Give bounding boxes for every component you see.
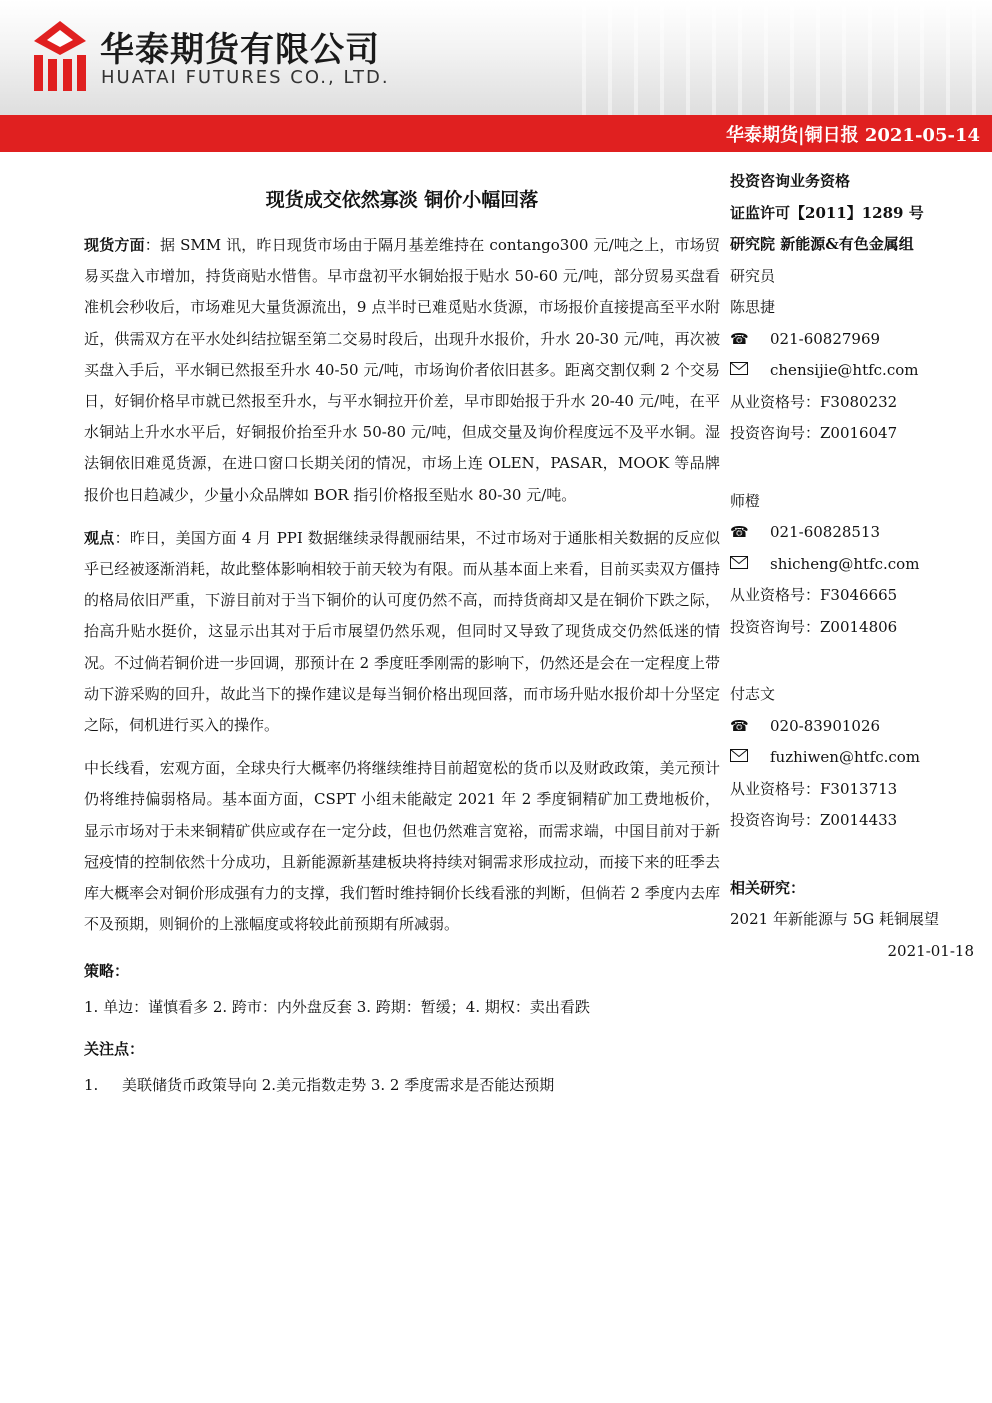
analyst-consult-no: 投资咨询号：Z0014433 xyxy=(730,811,898,829)
spot-text: ：据 SMM 讯，昨日现货市场由于隔月基差维持在 contango300 元/吨之上，市场贸易买盘入市增加，持货商贴水惜售。早市盘初平水铜始报于贴水 50-60 元/吨，部分贸易买盘看准机会秒收后，市场难见大量货源流出，9 点半时已难觅贴水货源，市场报价直接提高至平水附近，供需双方在平水处纠结拉锯至第二交易时段后，出现升水报价，升水 20-30 元/吨，再次被买盘入手后，平水铜已然报至升水 40-50 元/吨，市场询价者依旧甚多。距离交割仅剩 2 个交易日，好铜价格早市就已然报至升水，与平水铜拉开价差，早市即始报于升水 20-40 元/吨，在平水铜站上升水水平后，好铜报价抬至升水 50-80 元/吨，但成交量及询价程度远不及平水铜。湿法铜依旧难觅货源，在进口窗口长期关闭的情况，市场上连 OLEN，PASAR，MOOK 等品牌报价也日趋减少，少量小众品牌如 BOR 指引价格报至贴水 80-30 元/吨。 xyxy=(84,236,720,504)
spacer xyxy=(730,841,980,877)
report-tag: 华泰期货|铜日报 2021-05-14 xyxy=(726,125,980,146)
longterm-text: 中长线看，宏观方面，全球央行大概率仍将继续维持目前超宽松的货币以及财政政策，美元预计仍将维持偏弱格局。基本面方面，CSPT 小组未能敲定 2021 年 2 季度铜精矿加工费地板价，显示市场对于未来铜精矿供应或存在一定分歧，但也仍然难言宽裕，而需求端，中国目前对于新冠疫情的控制依然十分成功，且新能源新基建板块将持续对铜需求形成拉动，而接下来的旺季去库大概率会对铜价形成强有力的支撑，我们暂时维持铜价长线看涨的判断，但倘若 2 季度内去库不及预期，则铜价的上涨幅度或将较此前预期有所减弱。 xyxy=(84,759,720,934)
analyst-email xyxy=(730,553,980,585)
analyst-name: 陈思捷 xyxy=(730,298,776,316)
report-body xyxy=(84,185,720,1096)
company-name-cn: 华泰期货有限公司 xyxy=(100,30,380,70)
analyst-phone: ☎ 020-83901026 xyxy=(730,716,881,735)
watch-number: 1. xyxy=(84,1076,99,1095)
analyst-email-link[interactable]: fuzhiwen@htfc.com xyxy=(770,748,921,766)
strategy-text: 1. 单边：谨慎看多 2. 跨市：内外盘反套 3. 跨期：暂缓；4. 期权：卖出看跌 xyxy=(84,998,590,1017)
spacer xyxy=(730,454,980,490)
analyst-name: 师橙 xyxy=(730,491,761,510)
analyst-consult-no: 投资咨询号：Z0014806 xyxy=(730,617,898,636)
role-label: 研究员 xyxy=(730,266,776,285)
analyst-phone: ☎ 021-60828513 xyxy=(730,523,881,541)
company-name-en: HUATAI FUTURES CO., LTD. xyxy=(101,67,390,88)
license-line: 证监许可【2011】1289 号 xyxy=(730,203,924,222)
related-title: 2021 年新能源与 5G 耗铜展望 xyxy=(730,910,940,928)
institute-line: 研究院 新能源&有色金属组 xyxy=(730,235,914,253)
analyst-email-link[interactable]: chensijie@htfc.com xyxy=(770,361,919,379)
strategy-heading: 策略： xyxy=(84,962,130,981)
view-lead: 观点 xyxy=(84,528,115,547)
related-heading: 相关研究： xyxy=(730,878,806,897)
page-title: 现货成交依然寡淡 铜价小幅回落 xyxy=(265,189,539,211)
sidebar xyxy=(730,170,980,971)
envelope-icon xyxy=(730,359,770,381)
company-logo-icon xyxy=(34,21,86,91)
letterhead xyxy=(0,0,992,115)
view-section xyxy=(84,523,720,741)
watch-item xyxy=(84,1074,720,1096)
analyst-consult-no: 投资咨询号：Z0016047 xyxy=(730,424,898,442)
analyst-email xyxy=(730,746,980,778)
phone-icon: ☎ xyxy=(730,329,749,348)
spacer xyxy=(730,647,980,683)
analyst-email xyxy=(730,359,980,391)
letterhead-pattern xyxy=(560,0,992,115)
report-banner xyxy=(0,115,992,152)
analyst-name: 付志文 xyxy=(730,685,776,703)
spot-section xyxy=(84,230,720,511)
spot-lead: 现货方面 xyxy=(84,236,145,254)
analyst-practice-no: 从业资格号：F3080232 xyxy=(730,392,898,411)
longterm-section xyxy=(84,753,720,940)
envelope-icon xyxy=(730,746,770,768)
watch-text: 美联储货币政策导向 2.美元指数走势 3. 2 季度需求是否能达预期 xyxy=(122,1076,555,1095)
qualification-line: 投资咨询业务资格 xyxy=(730,172,851,190)
analyst-card xyxy=(730,296,980,454)
watch-heading: 关注点： xyxy=(84,1040,145,1059)
analyst-phone: ☎ 021-60827969 xyxy=(730,329,881,348)
related-date: 2021-01-18 xyxy=(887,941,974,960)
analyst-practice-no: 从业资格号：F3046665 xyxy=(730,586,898,604)
phone-icon: ☎ xyxy=(730,523,749,541)
analyst-card xyxy=(730,683,980,841)
phone-icon: ☎ xyxy=(730,716,749,735)
analyst-card xyxy=(730,490,980,648)
analyst-practice-no: 从业资格号：F3013713 xyxy=(730,779,898,798)
view-text: ：昨日，美国方面 4 月 PPI 数据继续录得靓丽结果，不过市场对于通胀相关数据的反应似乎已经被逐渐消耗，故此整体影响相较于前天较为有限。而从基本面上来看，目前买卖双方僵持的格局依旧严重，下游目前对于当下铜价的认可度仍然不高，而持货商却又是在铜价下跌之际，抬高升贴水挺价，这显示出其对于后市展望仍然乐观，但同时又导致了现货成交仍然低迷的情况。不过倘若铜价进一步回调，那预计在 2 季度旺季刚需的影响下，仍然还是会在一定程度上带动下游采购的回升，故此当下的操作建议是每当铜价格出现回落，而市场升贴水报价却十分坚定之际，伺机进行买入的操作。 xyxy=(84,528,720,735)
analyst-email-link[interactable]: shicheng@htfc.com xyxy=(770,554,920,573)
envelope-icon xyxy=(730,553,770,575)
